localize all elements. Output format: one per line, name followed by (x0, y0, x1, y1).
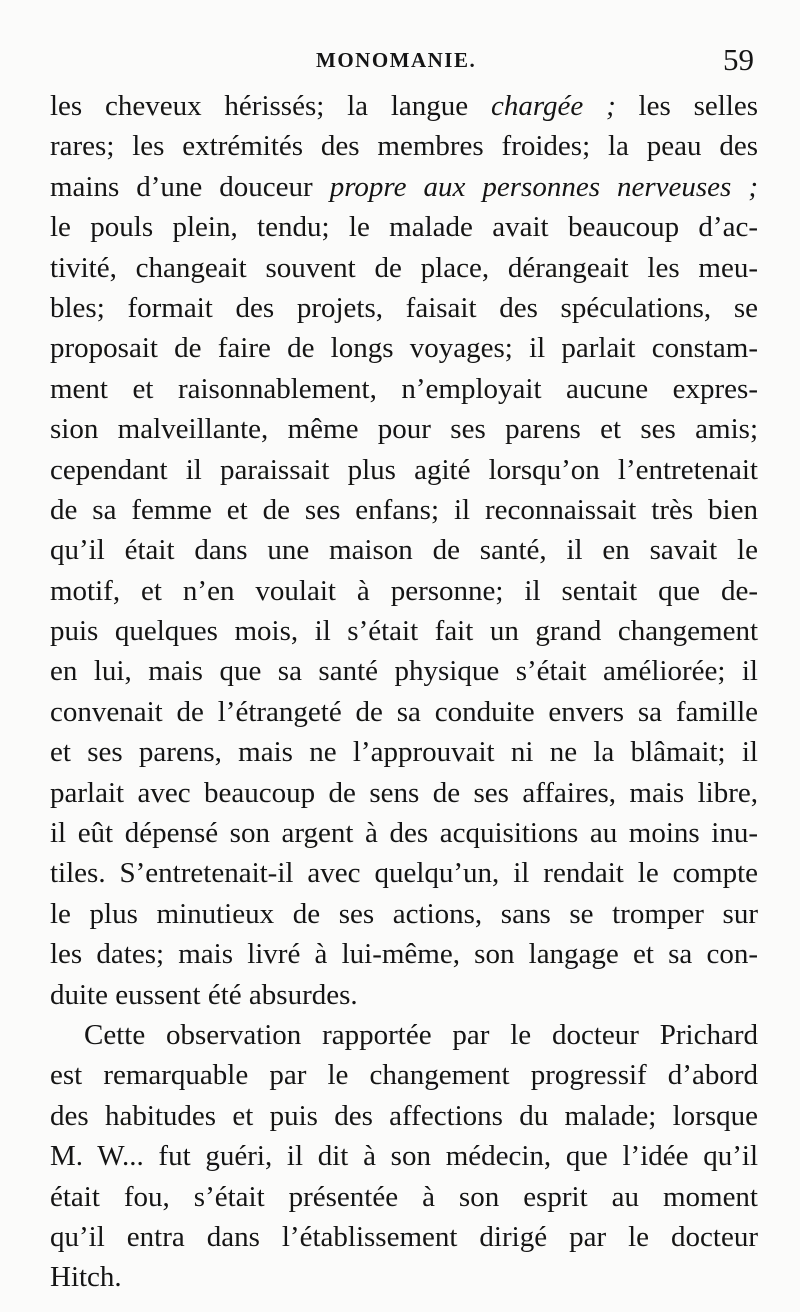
text-run: qu’il entra dans l’établissement dirigé par le docteur (50, 1220, 758, 1253)
text-run: Cette observation rapportée par le docteur Prichard (84, 1018, 758, 1051)
text-run: bles; formait des projets, faisait des spéculations, se (50, 291, 758, 324)
text-run: qu’il était dans une maison de santé, il en savait le (50, 534, 758, 567)
body-text (50, 86, 758, 1298)
text-line (50, 1096, 758, 1136)
text-run: le plus minutieux de ses actions, sans se tromper sur (50, 897, 758, 930)
text-line (50, 1217, 758, 1257)
text-line (50, 1136, 758, 1176)
paragraph-2 (50, 1015, 758, 1298)
text-run: les selles (615, 90, 758, 122)
italic-run: propre aux personnes nerveuses ; (329, 170, 758, 203)
text-run: duite eussent été absurdes. (50, 978, 358, 1011)
text-run: cependant il paraissait plus agité lorsqu’on l’entretenait (50, 453, 758, 486)
text-line (50, 409, 758, 449)
text-line (50, 450, 758, 490)
text-line (50, 571, 758, 611)
text-run: puis quelques mois, il s’était fait un grand changement (50, 615, 758, 648)
text-line (50, 732, 758, 772)
text-line (50, 369, 758, 409)
text-run: et ses parens, mais ne l’approuvait ni ne la blâmait; il (50, 736, 758, 769)
text-run: était fou, s’était présentée à son esprit au moment (50, 1180, 758, 1213)
text-line (50, 126, 758, 166)
text-run: tivité, changeait souvent de place, dérangeait les meu- (50, 251, 758, 284)
text-run: le pouls plein, tendu; le malade avait beaucoup d’ac- (50, 211, 758, 244)
text-run: convenait de l’étrangeté de sa conduite envers sa famille (50, 695, 758, 728)
text-line (50, 167, 758, 207)
text-run: ment et raisonnablement, n’employait aucune expres- (50, 372, 758, 405)
text-line (50, 248, 758, 288)
text-line (50, 692, 758, 732)
text-run: de sa femme et de ses enfans; il reconnaissait très bien (50, 493, 758, 526)
text-line (50, 773, 758, 813)
text-run: il eût dépensé son argent à des acquisitions au moins inu- (50, 817, 758, 850)
text-line (50, 934, 758, 974)
text-run: les dates; mais livré à lui-même, son langage et sa con- (50, 938, 758, 971)
text-line (50, 1055, 758, 1095)
text-line (50, 1015, 758, 1055)
text-run: est remarquable par le changement progressif d’abord (50, 1059, 758, 1092)
text-line (50, 328, 758, 368)
text-line (50, 975, 758, 1015)
text-run: proposait de faire de longs voyages; il parlait constam- (50, 332, 758, 365)
running-head (48, 44, 758, 84)
text-line (50, 530, 758, 570)
text-run: rares; les extrémités des membres froides; la peau des (50, 130, 758, 163)
text-line (50, 611, 758, 651)
text-line (50, 651, 758, 691)
paragraph-1 (50, 86, 758, 1015)
italic-run: chargée ; (490, 90, 616, 122)
running-title: MONOMANIE. (316, 48, 477, 72)
text-run: les cheveux hérissés; la langue (50, 90, 491, 122)
text-line (50, 86, 758, 126)
text-run: en lui, mais que sa santé physique s’était améliorée; il (50, 655, 758, 688)
text-run: tiles. S’entretenait-il avec quelqu’un, il rendait le compte (50, 857, 758, 890)
text-line (50, 1257, 758, 1297)
text-run: des habitudes et puis des affections du malade; lorsque (50, 1099, 758, 1132)
text-line (50, 894, 758, 934)
text-run: motif, et n’en voulait à personne; il sentait que de- (50, 574, 758, 607)
text-run: parlait avec beaucoup de sens de ses affaires, mais libre, (50, 776, 758, 809)
text-run: M. W... fut guéri, il dit à son médecin, que l’idée qu’il (50, 1140, 758, 1173)
text-run: Hitch. (50, 1261, 122, 1294)
text-line (50, 288, 758, 328)
text-line (50, 853, 758, 893)
text-line (50, 813, 758, 853)
text-run: mains d’une douceur (50, 170, 330, 203)
page-number: 59 (723, 42, 754, 77)
text-run: sion malveillante, même pour ses parens et ses amis; (50, 413, 758, 446)
text-line (50, 490, 758, 530)
text-line (50, 207, 758, 247)
text-line (50, 1177, 758, 1217)
